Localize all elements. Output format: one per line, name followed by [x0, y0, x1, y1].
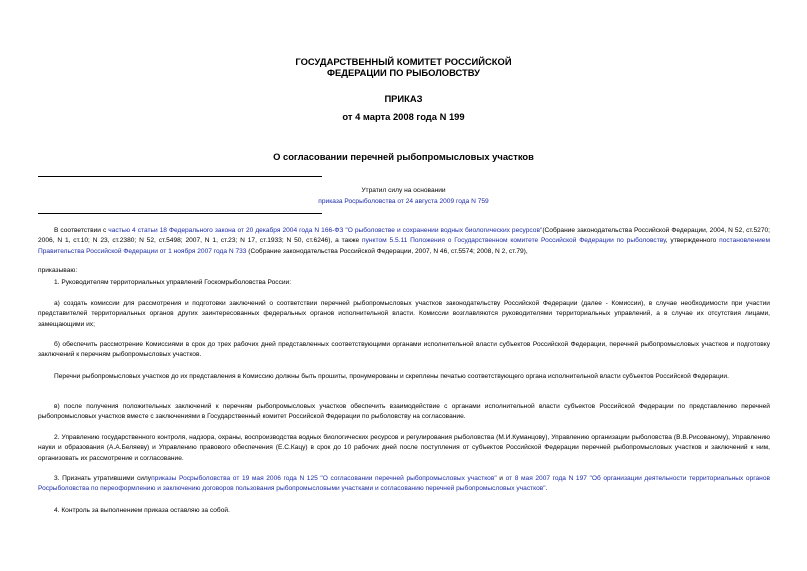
document-title: О согласовании перечней рыбопромысловых участков	[273, 151, 534, 162]
paragraph-3	[38, 474, 770, 495]
law-link[interactable]: частью 4 статьи 18 Федерального закона от 20 декабря 2004 года N 166-ФЗ "О рыболовстве и сохранении водных биологических ресурсов"	[108, 227, 543, 234]
paragraph-4: 4. Контроль за выполнением приказа оставляю за собой.	[54, 507, 230, 514]
resolution-link[interactable]: постановлением Правительства Российской Федерации от 1 ноября 2007 года N 733	[38, 237, 770, 255]
paragraph-1c: Перечни рыбопромысловых участков до их представления в Комиссию должны быть прошиты, пронумерованы и скреплены печатью соответствующего органа исполнительной власти субъектов Российской Федерации.	[54, 373, 729, 380]
authority-line-2: ФЕДЕРАЦИИ ПО РЫБОЛОВСТВУ	[327, 67, 480, 78]
preamble-text-4: (Собрание законодательства Российской Федерации, 2007, N 46, ст.5574; 2008, N 2, ст.79),	[246, 247, 528, 255]
divider-top	[38, 176, 322, 177]
authority-line-1: ГОСУДАРСТВЕННЫЙ КОМИТЕТ РОССИЙСКОЙ	[295, 56, 512, 67]
paragraph-3-text-2: и	[496, 475, 506, 482]
preamble	[38, 226, 770, 257]
regulation-link[interactable]: пунктом 5.5.11 Положения о Государственном комитете Российской Федерации по рыболовству	[362, 237, 666, 245]
preamble-text-3: , утвержденного	[665, 237, 720, 245]
paragraph-1d: в) после получения положительных заключений к перечням рыбопромысловых участков обеспечить взаимодействие с органами исполнительной власти субъектов Российской Федерации по представлению перечней рыбопромысловых участков вместе с заключениями в Государственный комитет Российской Федерации по рыболовству на согласование.	[38, 403, 770, 421]
lost-force-link[interactable]: приказа Росрыболовства от 24 августа 2009 года N 759	[318, 198, 489, 205]
paragraph-1b: б) обеспечить рассмотрение Комиссиями в срок до трех рабочих дней представленных соответствующими органами исполнительной власти субъектов Российской Федерации, перечней рыбопромысловых участков и подготовку заключений к перечням рыбопромысловых участков.	[38, 341, 770, 359]
paragraph-3-text-3: .	[545, 485, 548, 493]
paragraph-1: 1. Руководителям территориальных управлений Госкомрыболовства России:	[54, 279, 292, 286]
lost-force-text: Утратил силу на основании	[361, 187, 446, 194]
paragraph-1a: а) создать комиссии для рассмотрения и подготовки заключений о соответствии перечней рыбопромысловых участков законодательству Российской Федерации (далее - Комиссии), в случае необходимости при участии представителей территориальных органов других заинтересованных федеральных органов исполнительной власти. Комиссии возглавляются руководителями территориальных управлений, а в случае их отсутствия лицами, замещающими их;	[38, 300, 770, 328]
issuing-authority	[0, 56, 807, 78]
divider-bottom	[38, 213, 322, 214]
repealed-order-197-link[interactable]: от 8 мая 2007 года N 197 "Об организации деятельности территориальных органов Росрыболовства по переоформлению и заключению договоров пользования рыбопромысловыми участками и согласованию перечней рыбопромысловых участков"	[38, 475, 770, 493]
document-date-number: от 4 марта 2008 года N 199	[342, 111, 465, 122]
document-type: ПРИКАЗ	[384, 93, 423, 104]
paragraph-3-text-1: 3. Признать утратившими силу	[54, 475, 152, 482]
preamble-text-2: (Собрание законодательства Российской Федерации, 2004, N 52, ст.5270; 2006, N 1, ст.10; N 23, ст.2380; N 52, ст.5498; 2007, N 1, ст.23; N 17, ст.1933; N 50, ст.6246), а также	[38, 227, 770, 245]
repealed-order-125-link[interactable]: приказы Росрыболовства от 19 мая 2006 года N 125 "О согласовании перечней рыбопромысловых участков"	[151, 475, 497, 482]
preamble-text-1: В соответствии с	[54, 227, 109, 234]
order-word: приказываю:	[38, 267, 78, 274]
paragraph-2: 2. Управлению государственного контроля, надзора, охраны, воспроизводства водных биологических ресурсов и регулирования рыболовства (М.И.Куманцову), Управлению организации рыболовства (В.В.Рисованому), Управлению науки и образования (А.А.Беляеву) и Управлению правового обеспечения (Е.С.Кацу) в срок до 10 рабочих дней после поступления от субъектов Российской Федерации перечней рыбопромысловых участков и заключений к ним, организовать их рассмотрение и согласование.	[38, 434, 770, 462]
lost-force-note	[270, 185, 537, 207]
